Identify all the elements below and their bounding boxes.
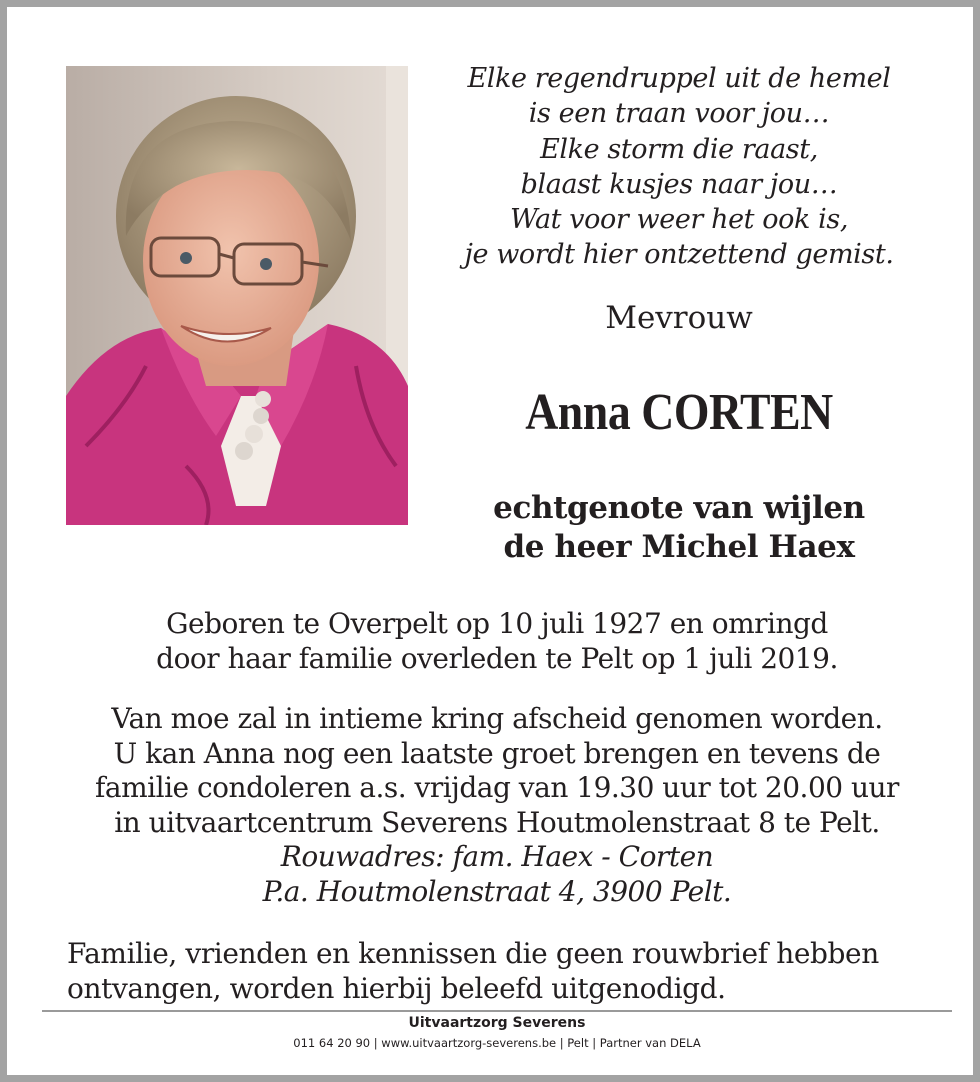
poem-line: is een traan voor jou…: [528, 98, 830, 130]
poem-line: Elke storm die raast,: [540, 133, 818, 165]
farewell-line: Van moe zal in intieme kring afscheid genomen worden.: [111, 702, 883, 735]
farewell-line: familie condoleren a.s. vrijdag van 19.30 uur tot 20.00 uur: [95, 771, 899, 804]
birth-death-info: [47, 607, 947, 676]
spouse-info: [425, 489, 933, 567]
deceased-name: Anna CORTEN: [525, 384, 833, 441]
poem-line: Wat voor weer het ook is,: [509, 204, 849, 236]
funeral-home-contact: 011 64 20 90 | www.uitvaartzorg-severens.be | Pelt | Partner van DELA: [293, 1036, 701, 1050]
invite-line: ontvangen, worden hierbij beleefd uitgenodigd.: [67, 971, 726, 1005]
born-line: Geboren te Overpelt op 10 juli 1927 en omringd: [166, 607, 828, 640]
invitation: [67, 937, 947, 1006]
poem: [425, 61, 933, 273]
spouse-line: de heer Michel Haex: [503, 529, 855, 565]
portrait-photo: [66, 66, 408, 525]
address-line: Rouwadres: fam. Haex - Corten: [280, 840, 714, 873]
honorific: Mevrouw: [605, 300, 753, 336]
footer-divider: [42, 1010, 952, 1012]
poem-line: blaast kusjes naar jou…: [520, 168, 838, 200]
address-line: P.a. Houtmolenstraat 4, 3900 Pelt.: [262, 874, 732, 908]
spouse-line: echtgenote van wijlen: [493, 490, 865, 526]
farewell-info: [47, 702, 947, 909]
farewell-line: in uitvaartcentrum Severens Houtmolenstraat 8 te Pelt.: [114, 805, 880, 839]
invite-line: Familie, vrienden en kennissen die geen rouwbrief hebben: [67, 937, 879, 970]
farewell-line: U kan Anna nog een laatste groet brengen en tevens de: [113, 736, 881, 770]
poem-line: Elke regendruppel uit de hemel: [467, 63, 891, 94]
born-line: door haar familie overleden te Pelt op 1 juli 2019.: [156, 641, 838, 675]
poem-line: je wordt hier ontzettend gemist.: [464, 239, 894, 271]
funeral-home-name: Uitvaartzorg Severens: [408, 1015, 586, 1031]
